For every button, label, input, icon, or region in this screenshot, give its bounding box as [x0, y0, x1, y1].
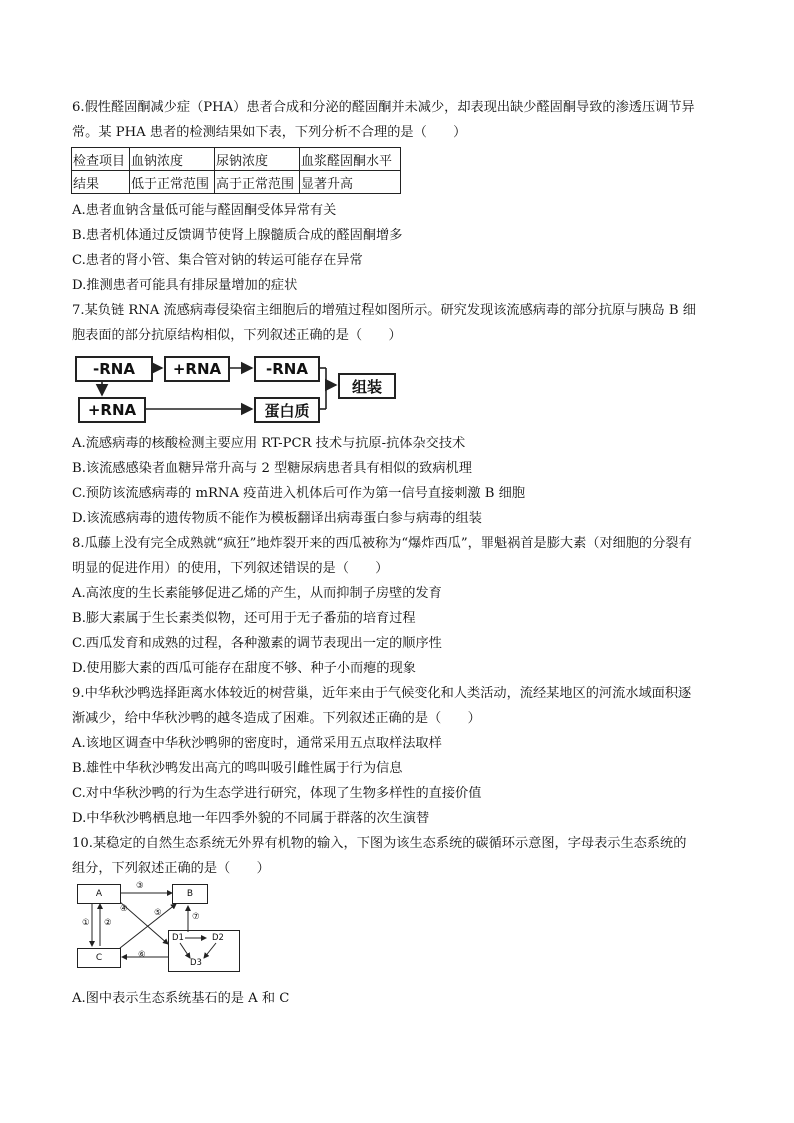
- q9-stem-line1: 9.中华秋沙鸭选择距离水体较近的树营巢，近年来由于气候变化和人类活动，流经某地区的河流水域面积逐: [72, 686, 692, 701]
- q9-option-c: C.对中华秋沙鸭的行为生态学进行研究，体现了生物多样性的直接价值: [72, 786, 482, 801]
- table-cell: 结果: [72, 171, 130, 194]
- arrow-label-3: ③: [136, 881, 144, 891]
- table-header-cell: 尿钠浓度: [215, 148, 300, 171]
- arrow-label-6: ⑥: [138, 950, 146, 960]
- table-header-row: [72, 148, 401, 171]
- q6-option-d: D.推测患者可能具有排尿量增加的症状: [72, 278, 298, 293]
- q8-stem-line1: 8.瓜藤上没有完全成熟就“疯狂”地炸裂开来的西瓜被称为“爆炸西瓜”，罪魁祸首是膨大素（对细胞的分裂有: [72, 536, 692, 551]
- q8-stem-line2: 明显的促进作用）的使用，下列叙述错误的是（ ）: [72, 561, 389, 576]
- q7-stem-line2: 胞表面的部分抗原结构相似，下列叙述正确的是（ ）: [72, 328, 402, 343]
- table-row: [72, 171, 401, 194]
- q10-stem-line1: 10.某稳定的自然生态系统无外界有机物的输入，下图为该生态系统的碳循环示意图，字母表示生态系统的: [72, 836, 687, 851]
- neg-rna-box-2: -RNA: [254, 356, 320, 382]
- arrow-label-7: ⑦: [192, 912, 200, 922]
- arrow-label-5: ⑤: [154, 908, 162, 918]
- q9-option-b: B.雄性中华秋沙鸭发出高亢的鸣叫吸引雌性属于行为信息: [72, 761, 403, 776]
- q6-result-table: [71, 147, 401, 194]
- neg-rna-box: -RNA: [75, 356, 153, 382]
- table-cell: 显著升高: [300, 171, 401, 194]
- q8-option-b: B.膨大素属于生长素类似物，还可用于无子番茄的培育过程: [72, 611, 416, 626]
- q10-option-a: A.图中表示生态系统基石的是 A 和 C: [72, 991, 290, 1006]
- table-header-cell: 检查项目: [72, 148, 130, 171]
- arrow-label-1: ①: [82, 918, 90, 928]
- q7-stem-line1: 7.某负链 RNA 流感病毒侵染宿主细胞后的增殖过程如图所示。研究发现该流感病毒的部分抗原与胰岛 B 细: [72, 303, 696, 318]
- table-cell: 高于正常范围: [215, 171, 300, 194]
- arrow-label-4: ④: [120, 904, 128, 914]
- pos-rna-box-2: +RNA: [78, 397, 146, 423]
- q6-stem-line1: 6.假性醛固酮减少症（PHA）患者合成和分泌的醛固酮并未减少，却表现出缺少醛固酮导致的渗透压调节异: [72, 100, 695, 115]
- component-a: A: [77, 884, 121, 904]
- q7-option-a: A.流感病毒的核酸检测主要应用 RT-PCR 技术与抗原-抗体杂交技术: [72, 436, 466, 451]
- table-header-cell: 血钠浓度: [130, 148, 215, 171]
- table-cell: 低于正常范围: [130, 171, 215, 194]
- q6-option-c: C.患者的肾小管、集合管对钠的转运可能存在异常: [72, 253, 363, 268]
- q9-option-d: D.中华秋沙鸭栖息地一年四季外貌的不同属于群落的次生演替: [72, 811, 430, 826]
- q10-stem-line2: 组分，下列叙述正确的是（ ）: [72, 861, 270, 876]
- q8-option-d: D.使用膨大素的西瓜可能存在甜度不够、种子小而瘪的现象: [72, 661, 416, 676]
- label-d3: D3: [190, 958, 202, 968]
- q7-option-d: D.该流感病毒的遗传物质不能作为模板翻译出病毒蛋白参与病毒的组装: [72, 511, 482, 526]
- q8-option-a: A.高浓度的生长素能够促进乙烯的产生，从而抑制子房壁的发育: [72, 586, 442, 601]
- component-c: C: [77, 948, 121, 968]
- assemble-box: 组装: [338, 373, 396, 399]
- q7-option-c: C.预防该流感病毒的 mRNA 疫苗进入机体后可作为第一信号直接刺激 B 细胞: [72, 486, 526, 501]
- q6-stem-line2: 常。某 PHA 患者的检测结果如下表，下列分析不合理的是（ ）: [72, 125, 467, 140]
- q6-option-a: A.患者血钠含量低可能与醛固酮受体异常有关: [72, 203, 337, 218]
- q9-stem-line2: 渐减少，给中华秋沙鸭的越冬造成了困难。下列叙述正确的是（ ）: [72, 711, 481, 726]
- virus-replication-diagram: [70, 352, 400, 424]
- q8-option-c: C.西瓜发育和成熟的过程，各种激素的调节表现出一定的顺序性: [72, 636, 442, 651]
- table-header-cell: 血浆醛固酮水平: [300, 148, 401, 171]
- label-d1: D1: [172, 933, 184, 943]
- protein-box: 蛋白质: [254, 397, 320, 423]
- q9-option-a: A.该地区调查中华秋沙鸭卵的密度时，通常采用五点取样法取样: [72, 736, 442, 751]
- label-d2: D2: [212, 933, 224, 943]
- q7-option-b: B.该流感感染者血糖异常升高与 2 型糖尿病患者具有相似的致病机理: [72, 461, 472, 476]
- component-b: B: [172, 884, 208, 904]
- arrow-label-2: ②: [104, 918, 112, 928]
- carbon-cycle-diagram: [72, 880, 242, 972]
- pos-rna-box: +RNA: [164, 356, 230, 382]
- q6-option-b: B.患者机体通过反馈调节使肾上腺髓质合成的醛固酮增多: [72, 228, 403, 243]
